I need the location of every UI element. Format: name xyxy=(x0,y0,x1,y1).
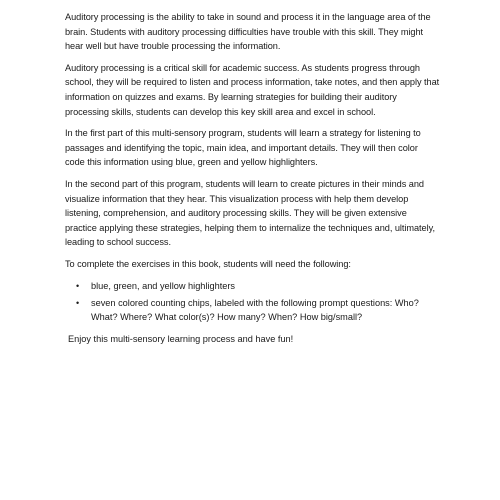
closing-line: Enjoy this multi-sensory learning process and have fun! xyxy=(68,334,294,345)
list-item xyxy=(76,296,440,324)
paragraph-definition: Auditory processing is the ability to take in sound and process it in the language area of the brain. Students with auditory processing difficulties have trouble with this skill. They might hear well but have trouble processing the information. xyxy=(65,12,431,52)
list-item xyxy=(76,279,440,293)
materials-list xyxy=(65,279,440,325)
bullet-icon: • xyxy=(76,297,80,308)
paragraph-first-part: In the first part of this multi-sensory program, students will learn a strategy for listening to passages and identifying the topic, main idea, and important details. They will then color code this information using blue, green and yellow highlighters. xyxy=(65,128,421,168)
list-item-text: blue, green, and yellow highlighters xyxy=(91,280,236,291)
bullet-icon: • xyxy=(76,280,80,291)
list-item-text: seven colored counting chips, labeled with the following prompt questions: Who? What? Where? What color(s)? How many? When? How big/small? xyxy=(91,297,419,322)
paragraph-materials-intro: To complete the exercises in this book, students will need the following: xyxy=(65,258,351,269)
paragraph-second-part: In the second part of this program, students will learn to create pictures in their minds and visualize information that they hear. This visualization process with help them develop listening, comprehension, and auditory processing skills. They will be given extensive practice applying these strategies, helping them to internalize the techniques and, ultimately, leading to school success. xyxy=(65,178,435,248)
paragraph-importance: Auditory processing is a critical skill for academic success. As students progress through school, they will be required to listen and process information, take notes, and then apply that information on quizzes and exams. By learning strategies for building their auditory processing skills, students can develop this key skill area and excel in school. xyxy=(65,62,440,117)
